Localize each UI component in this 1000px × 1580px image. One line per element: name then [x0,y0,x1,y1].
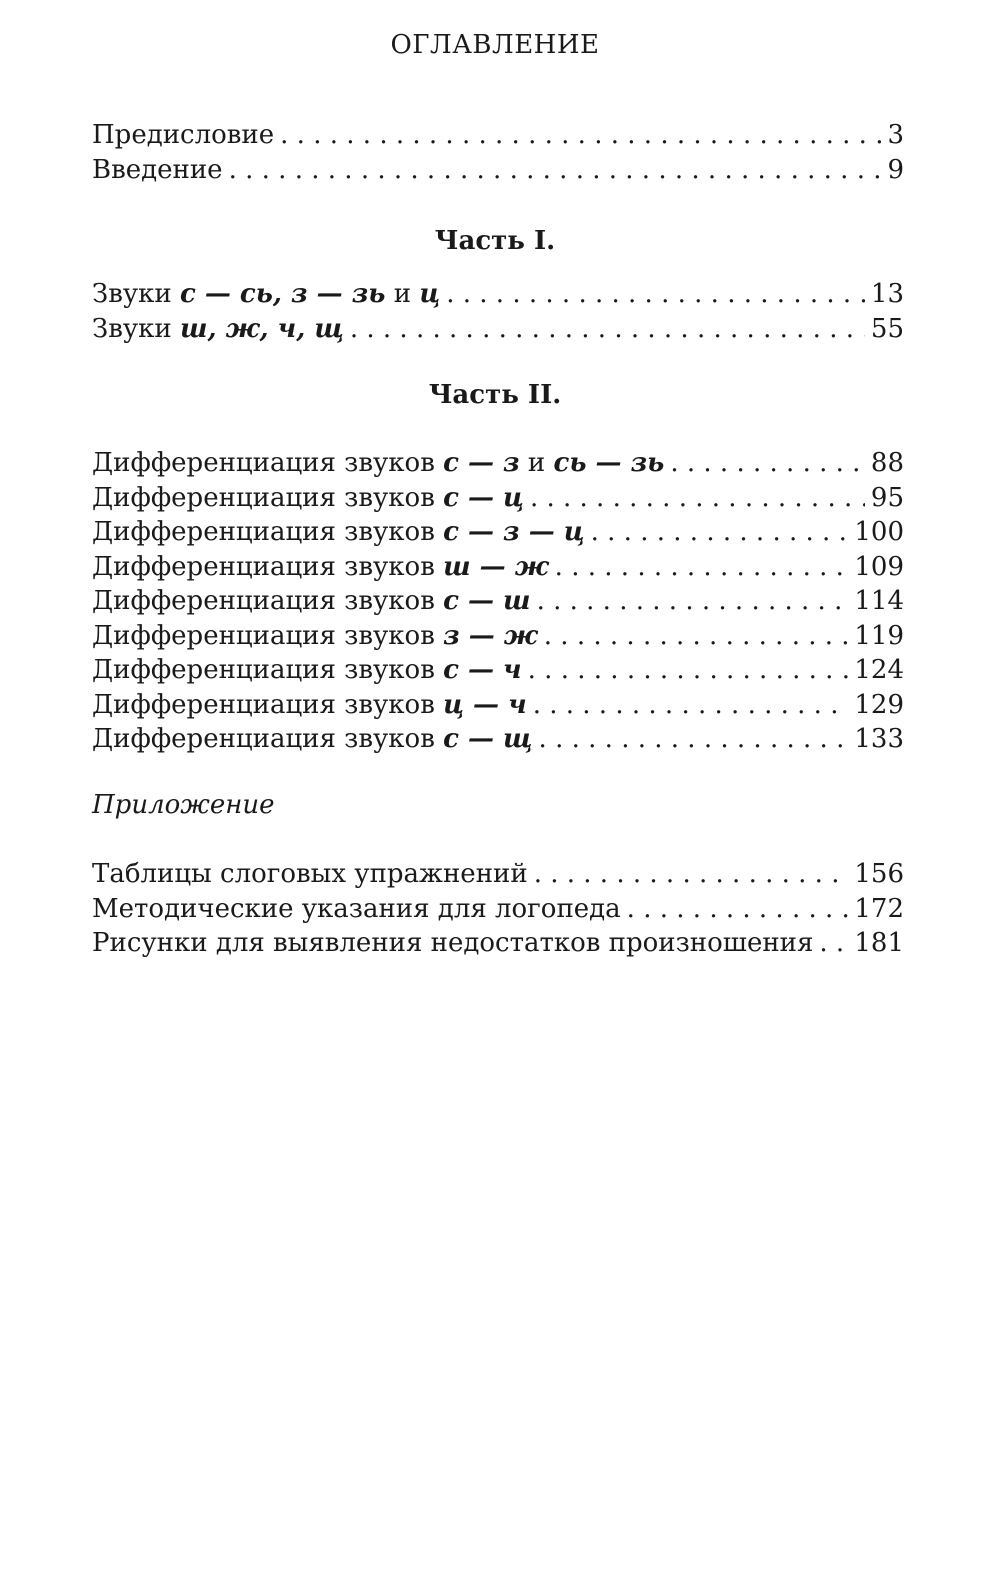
toc-entry-sound-symbols: ш — ж [443,551,549,582]
toc-entry-page-number: 55 [870,313,904,344]
toc-entry-text: и [519,448,554,478]
toc-entry-page-number: 129 [854,689,904,720]
toc-entry-sound-symbols: с — з — ц [443,517,585,547]
toc-entry-label [92,857,528,892]
dot-leader [280,118,881,153]
toc-entry[interactable] [92,515,904,550]
toc-entry-text: Дифференциация звуков [92,448,444,478]
toc-entry-text: Рисунки для выявления недостатков произношения [92,928,814,958]
toc-entry-text: Дифференциация звуков [92,517,444,547]
toc-entry-page-number: 3 [887,120,904,150]
toc-entry-label [92,653,522,688]
toc-entry-sound-symbols: с — ш [443,586,531,616]
dot-leader [544,619,849,654]
toc-entry[interactable] [92,277,904,312]
toc-entry[interactable] [92,118,904,153]
toc-entry-page-number: 124 [854,655,904,685]
toc-entry-label [92,277,440,312]
toc-entry-label [92,584,531,619]
part2-list [92,446,904,757]
toc-entry-text: Дифференциация звуков [92,620,444,651]
toc-entry-page-number: 13 [870,279,904,309]
toc-entry-page-number: 9 [887,154,904,185]
toc-entry-page-number: 109 [854,551,904,582]
toc-entry-sound-symbols: с — щ [443,724,533,754]
toc-entry-page-number: 95 [870,482,904,513]
toc-entry-sound-symbols: ц [419,279,441,309]
toc-entry-page-number: 156 [854,859,904,889]
toc-entry[interactable] [92,653,904,688]
toc-entry-sound-symbols: з — ж [443,620,538,651]
dot-leader [533,688,849,723]
toc-entry[interactable] [92,153,904,188]
toc-entry-sound-symbols: ш, ж, ч, щ [179,313,344,344]
dot-leader [229,153,882,188]
toc-entry-page-number: 181 [854,928,904,958]
toc-entry-sound-symbols: сь — зь [553,448,665,478]
toc-entry-label [92,619,538,654]
toc-entry-page-number: 119 [854,620,904,651]
toc-entry-text: Звуки [92,313,180,344]
toc-entry-text: Дифференциация звуков [92,655,444,685]
dot-leader [537,584,849,619]
toc-entry-sound-symbols: с — з [443,448,520,478]
toc-entry-label [92,481,524,516]
toc-entry-text: Дифференциация звуков [92,482,444,513]
toc-entry[interactable] [92,722,904,757]
toc-entry-label [92,153,223,188]
part1-list [92,277,904,346]
toc-entry-sound-symbols: ц — ч [443,689,527,720]
toc-entry-label [92,688,527,723]
toc-entry-text: Дифференциация звуков [92,551,444,582]
toc-entry-page-number: 133 [854,724,904,754]
toc-entry-text: Дифференциация звуков [92,724,444,754]
toc-entry-label [92,312,344,347]
toc-entry-label [92,722,533,757]
toc-entry-page-number: 172 [854,893,904,924]
dot-leader [530,481,865,516]
part1-heading: Часть I. [434,226,556,256]
toc-entry[interactable] [92,550,904,585]
appendix-heading: Приложение [92,790,275,820]
toc-entry-label [92,118,274,153]
appendix-list [92,857,904,961]
toc-entry-sound-symbols: с — сь, з — зь [179,279,386,309]
dot-leader [350,312,865,347]
page-title: ОГЛАВЛЕНИЕ [390,30,600,60]
toc-entry-text: Предисловие [92,120,275,150]
toc-entry[interactable] [92,481,904,516]
toc-entry-text: Звуки [92,279,180,309]
toc-entry-text: Дифференциация звуков [92,586,444,616]
toc-entry-sound-symbols: с — ц [443,482,524,513]
toc-entry-label [92,515,585,550]
toc-entry-label [92,892,621,927]
dot-leader [446,277,865,312]
toc-entry[interactable] [92,446,904,481]
toc-entry[interactable] [92,584,904,619]
toc-entry[interactable] [92,926,904,961]
dot-leader [539,722,849,757]
toc-entry-text: и [385,279,420,309]
dot-leader [627,892,849,927]
dot-leader [555,550,849,585]
toc-entry-page-number: 100 [854,517,904,547]
toc-entry[interactable] [92,688,904,723]
toc-entry-text: Дифференциация звуков [92,689,444,720]
toc-entry[interactable] [92,892,904,927]
toc-entry-text: Методические указания для логопеда [92,893,621,924]
toc-entry[interactable] [92,619,904,654]
dot-leader [670,446,865,481]
toc-entry-label [92,926,813,961]
toc-entry[interactable] [92,312,904,347]
toc-entry-label [92,446,664,481]
dot-leader [528,653,849,688]
dot-leader [819,926,848,961]
part2-heading: Часть II. [428,380,562,410]
dot-leader [534,857,849,892]
toc-entry-text: Введение [92,154,223,185]
dot-leader [591,515,849,550]
front-matter-list [92,118,904,187]
toc-entry-page-number: 88 [870,448,904,478]
toc-entry[interactable] [92,857,904,892]
toc-entry-page-number: 114 [854,586,904,616]
toc-entry-text: Таблицы слоговых упражнений [92,859,528,889]
toc-entry-label [92,550,549,585]
toc-entry-sound-symbols: с — ч [443,655,522,685]
